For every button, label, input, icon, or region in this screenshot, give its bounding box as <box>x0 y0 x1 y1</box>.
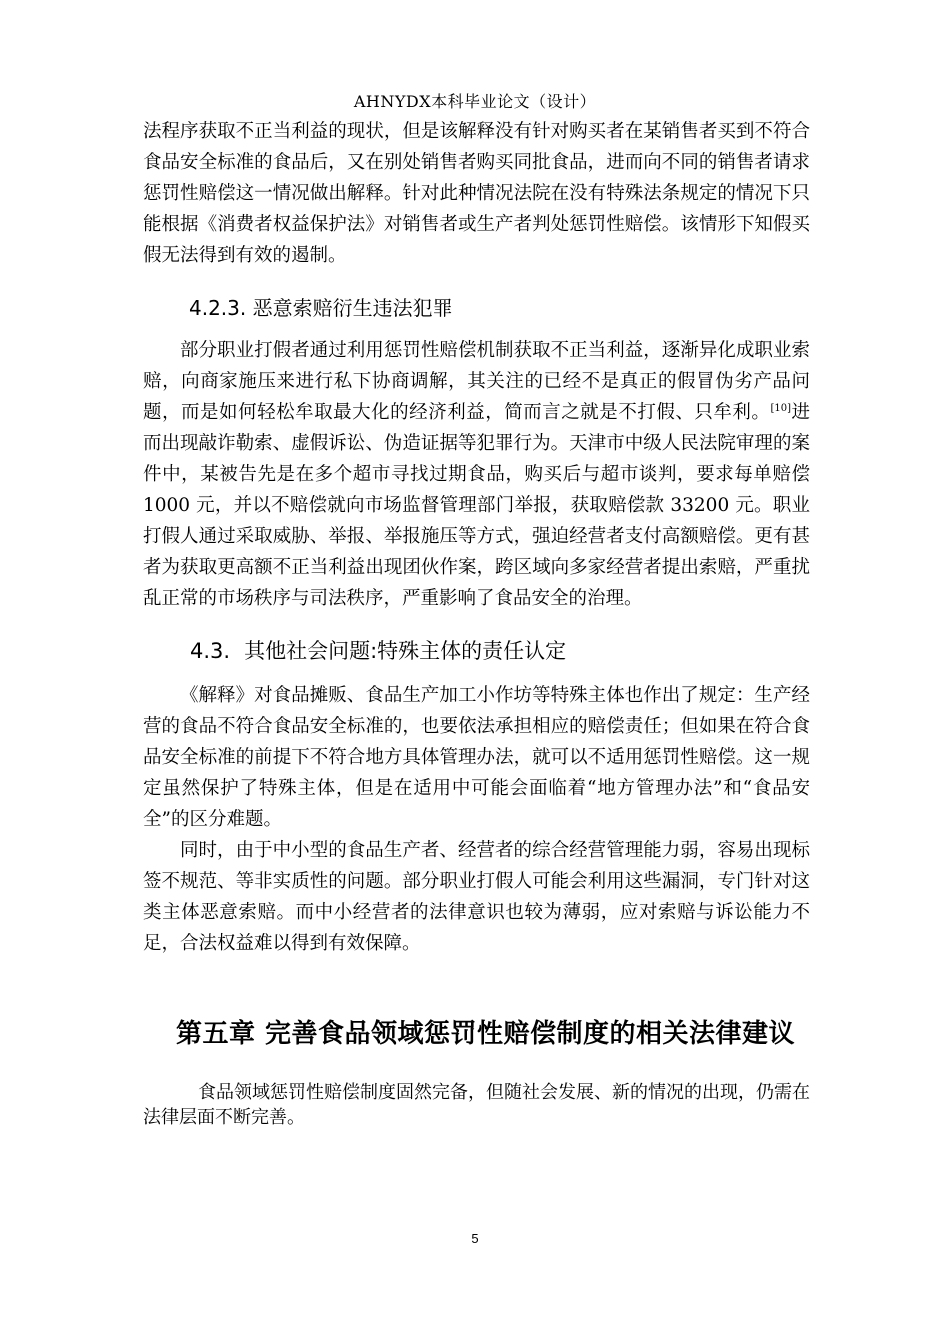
section-number: 4.3. <box>190 639 231 663</box>
section-4-3-paragraph-2: 同时，由于中小型的食品生产者、经营者的综合经营管理能力弱，容易出现标签不规范、等非实质性的问题。部分职业打假人可能会利用这些漏洞，专门针对这类主体恶意索赔。而中小经营者的法律意识也较为薄弱，应对索赔与诉讼能力不足，合法权益难以得到有效保障。 <box>143 840 810 954</box>
paragraph-text-part2: 进而出现敲诈勒索、虚假诉讼、伪造证据等犯罪行为。天津市中级人民法院审理的案件中，某被告先是在多个超市寻找过期食品，购买后与超市谈判，要求每单赔偿 1000 元，并以不赔偿就向市场监督管理部门举报，获取赔偿款 33200 元。职业打假人通过采取威胁、举报、举报施压等方式，强迫经营者支付高额赔偿。更有甚者为获取更高额不正当利益出现团伙作案，跨区域向多家经营者提出索赔，严重扰乱正常的市场秩序与司法秩序，严重影响了食品安全的治理。 <box>143 402 810 609</box>
section-title: 其他社会问题:特殊主体的责任认定 <box>244 639 567 663</box>
section-heading-4-3 <box>190 635 566 665</box>
section-4-2-3-body <box>143 335 810 614</box>
chapter-5-body <box>143 1080 810 1130</box>
running-header: AHNYDX本科毕业论文（设计） <box>353 92 597 111</box>
page-number: 5 <box>471 1231 479 1246</box>
section-4-3-paragraph-1: 《解释》对食品摊贩、食品生产加工小作坊等特殊主体也作出了规定：生产经营的食品不符合食品安全标准的，也要依法承担相应的赔偿责任；但如果在符合食品安全标准的前提下不符合地方具体管理办法，就可以不适用惩罚性赔偿。这一规定虽然保护了特殊主体，但是在适用中可能会面临着“地方管理办法”和“食品安全”的区分难题。 <box>143 685 810 830</box>
intro-paragraph: 法程序获取不正当利益的现状，但是该解释没有针对购买者在某销售者买到不符合食品安全标准的食品后，又在别处销售者购买同批食品，进而向不同的销售者请求惩罚性赔偿这一情况做出解释。针对此种情况法院在没有特殊法条规定的情况下只能根据《消费者权益保护法》对销售者或生产者判处惩罚性赔偿。该情形下知假买假无法得到有效的遏制。 <box>143 121 810 266</box>
chapter-heading: 第五章 完善食品领域惩罚性赔偿制度的相关法律建议 <box>176 1019 796 1049</box>
section-4-2-3-paragraph <box>143 335 810 614</box>
chapter-5-paragraph: 食品领域惩罚性赔偿制度固然完备，但随社会发展、新的情况的出现，仍需在法律层面不断完善。 <box>143 1082 810 1128</box>
section-heading-4-2-3: 4.2.3. 恶意索赔衍生违法犯罪 <box>189 296 453 320</box>
paragraph-text-part1: 部分职业打假者通过利用惩罚性赔偿机制获取不正当利益，逐渐异化成职业索赔，向商家施压来进行私下协商调解，其关注的已经不是真正的假冒伪劣产品问题，而是如何轻松牟取最大化的经济利益，简而言之就是不打假、只牟利。 <box>143 340 810 423</box>
intro-paragraph-block <box>143 116 810 271</box>
citation-marker: [10] <box>770 402 791 414</box>
section-4-3-body <box>143 680 810 959</box>
